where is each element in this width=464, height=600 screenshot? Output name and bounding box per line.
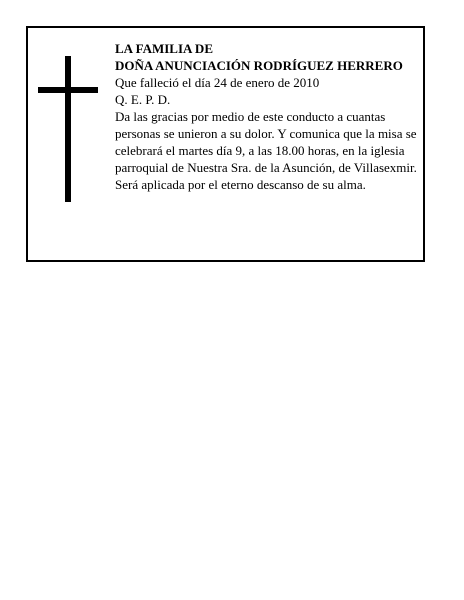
obituary-notice — [26, 26, 425, 262]
cross-icon — [38, 56, 98, 202]
notice-body: Da las gracias por medio de este conducto a cuantas personas se unieron a su dolor. Y comunica que la misa se celebrará el martes día 9, a las 18.00 horas, en la iglesia parroquial de Nuestra Sra. de la Asunción, de Villasexmir. Será aplicada por el eterno descanso de su alma. — [115, 109, 417, 192]
cross-vertical-bar — [65, 56, 71, 202]
rip-line: Q. E. P. D. — [115, 92, 171, 107]
death-date-line: Que falleció el día 24 de enero de 2010 — [115, 75, 320, 90]
cross-horizontal-bar — [38, 87, 98, 93]
family-line: LA FAMILIA DE — [115, 41, 213, 56]
deceased-name: DOÑA ANUNCIACIÓN RODRÍGUEZ HERRERO — [115, 58, 403, 73]
notice-text — [115, 40, 421, 193]
